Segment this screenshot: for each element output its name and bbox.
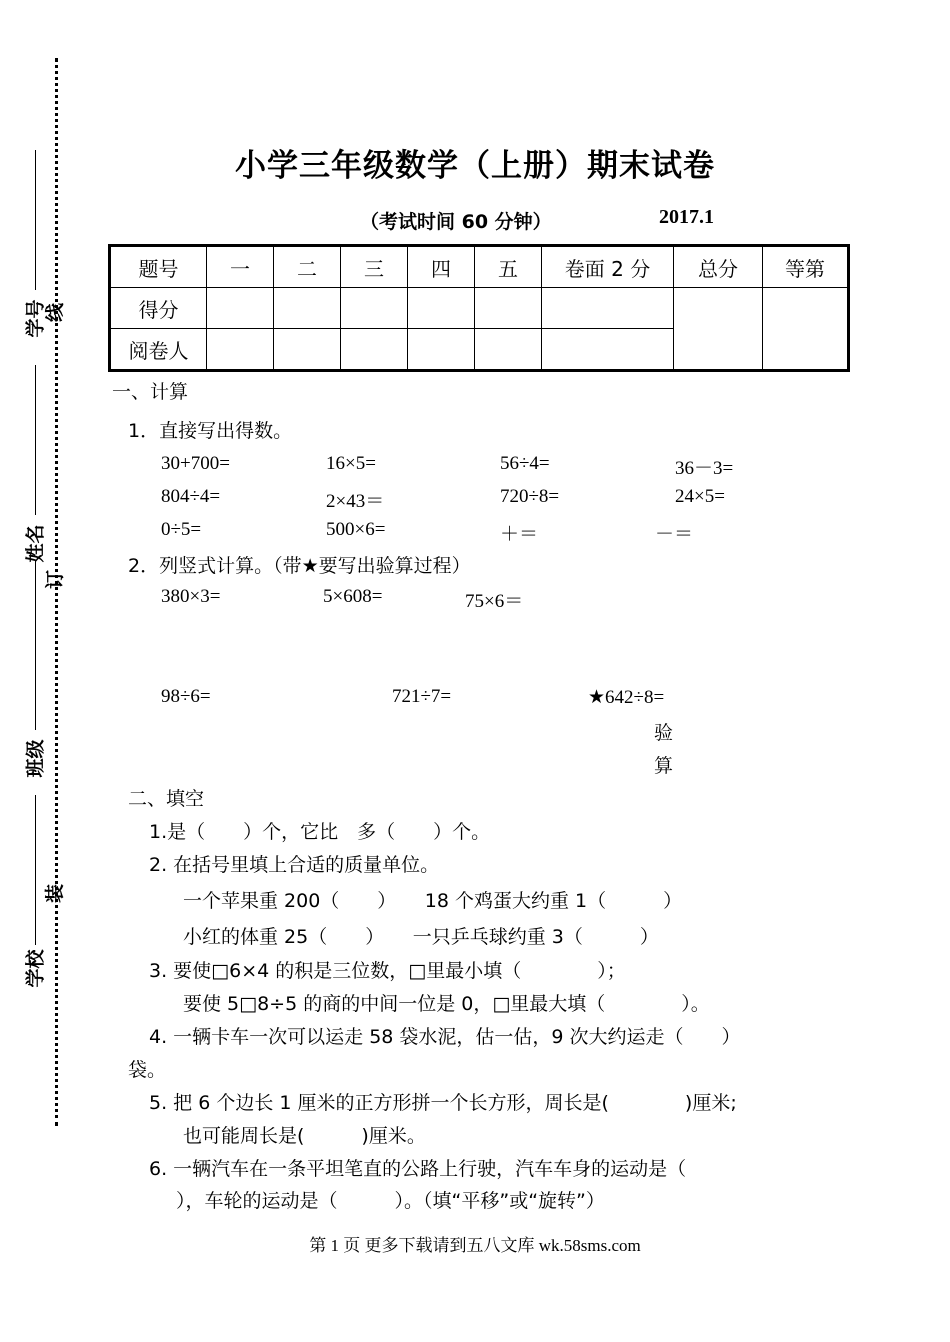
check-char: 验	[654, 722, 674, 744]
fill-item: 4. 一辆卡车一次可以运走 58 袋水泥，估一估，9 次大约运走（ ）	[149, 1026, 741, 1048]
calc-item: 36－3=	[675, 458, 734, 479]
name-blank	[35, 365, 36, 515]
bind-mark: 装	[44, 883, 67, 904]
grader-cell[interactable]	[341, 329, 408, 371]
name-label: 姓名	[24, 524, 47, 563]
grader-cell[interactable]	[475, 329, 542, 371]
score-table	[108, 244, 850, 372]
grader-cell[interactable]	[542, 329, 674, 371]
fill-item: 3. 要使□6×4 的积是三位数，□里最小填（ ）；	[149, 960, 626, 982]
table-row	[110, 246, 849, 288]
vertical-calc-item: 98÷6=	[161, 686, 211, 707]
vertical-calc-item: 5×608=	[323, 586, 383, 607]
calc-item: 56÷4=	[500, 453, 550, 474]
fill-item: 也可能周长是( )厘米。	[183, 1125, 426, 1147]
student-no-label: 学号	[24, 299, 47, 338]
binding-dotted-line	[55, 58, 58, 1126]
calc-item: 0÷5=	[161, 519, 202, 540]
calc-item: 24×5=	[675, 486, 725, 507]
school-label: 学校	[24, 949, 47, 988]
line-mark: 线	[44, 302, 67, 323]
table-header: 五	[475, 246, 542, 288]
score-cell[interactable]	[341, 288, 408, 329]
calc-item: 2×43＝	[326, 491, 385, 512]
school-blank	[35, 795, 36, 945]
table-header: 卷面 2 分	[542, 246, 674, 288]
calc-item: 804÷4=	[161, 486, 221, 507]
vertical-calc-item-starred: ★642÷8=	[588, 687, 665, 708]
check-char: 算	[654, 755, 674, 777]
q1-prompt: 1．直接写出得数。	[128, 420, 293, 442]
page-title: 小学三年级数学（上册）期末试卷	[235, 148, 715, 184]
page-footer: 第 1 页 更多下载请到五八文库 wk.58sms.com	[309, 1236, 641, 1255]
fill-item: 6. 一辆汽车在一条平坦笔直的公路上行驶，汽车车身的运动是（	[149, 1158, 687, 1180]
total-cell[interactable]	[674, 288, 763, 371]
score-cell[interactable]	[207, 288, 274, 329]
score-cell[interactable]	[274, 288, 341, 329]
grader-cell[interactable]	[408, 329, 475, 371]
class-label: 班级	[24, 739, 47, 778]
grader-cell[interactable]	[274, 329, 341, 371]
table-header: 二	[274, 246, 341, 288]
row-label: 阅卷人	[110, 329, 207, 371]
score-cell[interactable]	[475, 288, 542, 329]
calc-item: 16×5=	[326, 453, 376, 474]
calc-item: －＝	[655, 524, 694, 545]
exam-time: （考试时间 60 分钟）	[360, 211, 552, 233]
table-header: 三	[341, 246, 408, 288]
class-blank	[35, 560, 36, 730]
staple-mark: 订	[44, 569, 67, 590]
fill-item: 1.是（ ）个，它比 多（ ）个。	[149, 821, 491, 843]
vertical-calc-item: 721÷7=	[392, 686, 452, 707]
calc-item: 720÷8=	[500, 486, 560, 507]
fill-item: 袋。	[128, 1059, 167, 1081]
fill-item: ），车轮的运动是（ ）。（填“平移”或“旋转”）	[176, 1190, 605, 1212]
grader-cell[interactable]	[207, 329, 274, 371]
row-label: 得分	[110, 288, 207, 329]
fill-item: 要使 5□8÷5 的商的中间一位是 0，□里最大填（ ）。	[183, 993, 710, 1015]
exam-date: 2017.1	[659, 206, 714, 228]
grade-cell[interactable]	[763, 288, 849, 371]
table-header: 题号	[110, 246, 207, 288]
fill-item: 2. 在括号里填上合适的质量单位。	[149, 854, 440, 876]
fill-item: 小红的体重 25（ ） 一只乒乓球约重 3（ ）	[183, 926, 659, 948]
calc-item: ＋＝	[500, 524, 539, 545]
vertical-calc-item: 380×3=	[161, 586, 221, 607]
table-header: 等第	[763, 246, 849, 288]
table-header: 四	[408, 246, 475, 288]
section2-heading: 二、填空	[128, 788, 205, 810]
calc-item: 30+700=	[161, 453, 230, 474]
vertical-calc-item: 75×6＝	[465, 591, 524, 612]
fill-item: 一个苹果重 200（ ） 18 个鸡蛋大约重 1（ ）	[183, 890, 683, 912]
calc-item: 500×6=	[326, 519, 386, 540]
section1-heading: 一、计算	[112, 381, 189, 403]
table-header: 一	[207, 246, 274, 288]
score-cell[interactable]	[542, 288, 674, 329]
q2-prompt: 2．列竖式计算。（带★要写出验算过程）	[128, 555, 471, 577]
fill-item: 5. 把 6 个边长 1 厘米的正方形拼一个长方形，周长是( )厘米;	[149, 1092, 737, 1114]
table-row	[110, 288, 849, 329]
score-cell[interactable]	[408, 288, 475, 329]
table-header: 总分	[674, 246, 763, 288]
